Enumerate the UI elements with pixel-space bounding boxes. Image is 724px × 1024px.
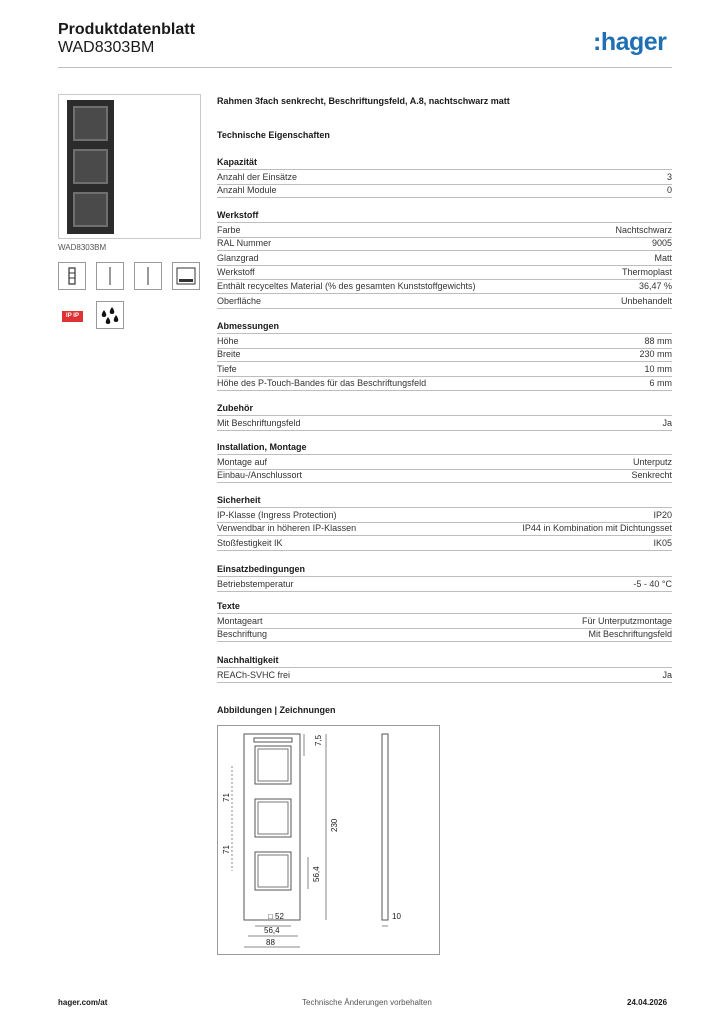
spec-row: [217, 627, 672, 642]
spec-value: IP20: [653, 510, 672, 520]
spec-key: Breite: [217, 349, 241, 360]
spec-key: REACh-SVHC frei: [217, 670, 291, 680]
spec-value: Ja: [662, 670, 672, 680]
spec-value: -5 - 40 °C: [633, 579, 672, 589]
section-title: Texte: [217, 601, 240, 611]
dimension-label: 230: [330, 818, 339, 832]
spec-value: Nachtschwarz: [615, 225, 672, 235]
spec-key: Anzahl Module: [217, 185, 277, 196]
dimension-label: □ 52: [268, 912, 284, 921]
dimension-label: 10: [392, 912, 401, 921]
spec-key: Einbau-/Anschlussort: [217, 470, 303, 481]
spec-value: 88 mm: [644, 336, 672, 346]
product-code: WAD8303BM: [58, 39, 155, 56]
product-description: Rahmen 3fach senkrecht, Beschriftungsfeld, A.8, nachtschwarz matt: [217, 96, 510, 106]
frame-illustration: [67, 100, 114, 234]
spec-value: Unterputz: [632, 457, 672, 467]
spec-key: Farbe: [217, 225, 241, 235]
drawing-svg: [218, 726, 440, 955]
spec-value: 3: [666, 172, 672, 182]
spec-value: Mit Beschriftungsfeld: [588, 629, 672, 640]
section-title: Zubehör: [217, 403, 253, 413]
spec-value: 9005: [651, 238, 672, 249]
section-title: Kapazität: [217, 157, 258, 167]
spec-value: 6 mm: [649, 377, 672, 388]
spec-value: Unbehandelt: [620, 295, 672, 306]
product-image: [58, 94, 201, 239]
spec-row: [217, 521, 672, 536]
spec-value: Senkrecht: [631, 470, 672, 481]
spec-row: [217, 251, 672, 266]
spec-key: Höhe: [217, 336, 239, 346]
technical-drawing: [217, 725, 440, 955]
document-title: Produktdatenblatt: [58, 21, 195, 38]
spec-key: Werkstoff: [217, 266, 255, 277]
section-title: Installation, Montage: [217, 442, 307, 452]
section-title: Einsatzbedingungen: [217, 564, 306, 574]
dimension-label: 71: [222, 793, 231, 802]
line-icon: [96, 262, 124, 290]
frame-window: [73, 106, 108, 141]
spec-value: 36,47 %: [638, 281, 672, 292]
spec-key: Enthält recyceltes Material (% des gesamten Kunststoffgewichts): [217, 281, 476, 292]
section-title: Sicherheit: [217, 495, 261, 505]
spec-key: IP-Klasse (Ingress Protection): [217, 510, 337, 520]
spec-key: Montage auf: [217, 457, 268, 467]
spec-key: Verwendbar in höheren IP-Klassen: [217, 523, 357, 534]
spec-key: Betriebstemperatur: [217, 579, 294, 589]
footer-date: 24.04.2026: [627, 998, 668, 1007]
spec-row: [217, 279, 672, 294]
spec-value: Thermoplast: [621, 266, 672, 277]
technical-properties-title: Technische Eigenschaften: [217, 130, 330, 140]
ip-rating-icon: IP IP: [62, 311, 83, 322]
spec-key: Glanzgrad: [217, 252, 259, 263]
spec-key: Mit Beschriftungsfeld: [217, 418, 301, 428]
spec-row: [217, 415, 672, 431]
hager-logo: :hager: [593, 28, 667, 56]
spec-row: [217, 294, 672, 309]
spec-row: [217, 536, 672, 551]
dimension-label: 56,4: [264, 926, 280, 935]
dimension-label: 88: [266, 938, 275, 947]
section-title: Abmessungen: [217, 321, 280, 331]
footer-disclaimer: Technische Änderungen vorbehalten: [302, 998, 432, 1007]
spec-value: Ja: [662, 418, 672, 428]
spec-value: Für Unterputzmontage: [581, 616, 672, 626]
spec-key: RAL Nummer: [217, 238, 272, 249]
thumbnail-label: WAD8303BM: [58, 243, 107, 252]
spec-key: Anzahl der Einsätze: [217, 172, 298, 182]
spec-value: 10 mm: [644, 363, 672, 374]
dimension-label: 71: [222, 845, 231, 854]
spec-key: Tiefe: [217, 363, 237, 374]
footer-website: hager.com/at: [58, 998, 108, 1007]
header-divider: [58, 67, 672, 68]
label-field-icon: [172, 262, 200, 290]
spec-value: 0: [666, 185, 672, 196]
spec-row: [217, 265, 672, 280]
frame-window: [73, 192, 108, 227]
spec-row: [217, 236, 672, 251]
spec-key: Stoßfestigkeit IK: [217, 537, 283, 548]
dimension-label: 56,4: [312, 866, 321, 882]
dimension-label: 7,5: [314, 734, 323, 746]
spec-row: [217, 667, 672, 683]
spec-row: [217, 468, 672, 483]
drawings-title: Abbildungen | Zeichnungen: [217, 705, 336, 715]
spec-key: Höhe des P-Touch-Bandes für das Beschriftungsfeld: [217, 377, 427, 388]
spec-value: IK05: [653, 537, 672, 548]
spec-row: [217, 183, 672, 198]
vertical-frame-icon: [58, 262, 86, 290]
spec-row: [217, 576, 672, 592]
line-icon: [134, 262, 162, 290]
spec-row: [217, 362, 672, 377]
spec-row: [217, 376, 672, 391]
spec-row: [217, 347, 672, 362]
spec-value: IP44 in Kombination mit Dichtungsset: [522, 523, 672, 534]
section-title: Werkstoff: [217, 210, 259, 220]
frame-window: [73, 149, 108, 184]
spec-key: Montageart: [217, 616, 263, 626]
spec-key: Oberfläche: [217, 295, 262, 306]
section-title: Nachhaltigkeit: [217, 655, 279, 665]
water-drops-icon: [96, 301, 124, 329]
spec-value: 230 mm: [639, 349, 672, 360]
spec-key: Beschriftung: [217, 629, 268, 640]
spec-value: Matt: [654, 252, 672, 263]
